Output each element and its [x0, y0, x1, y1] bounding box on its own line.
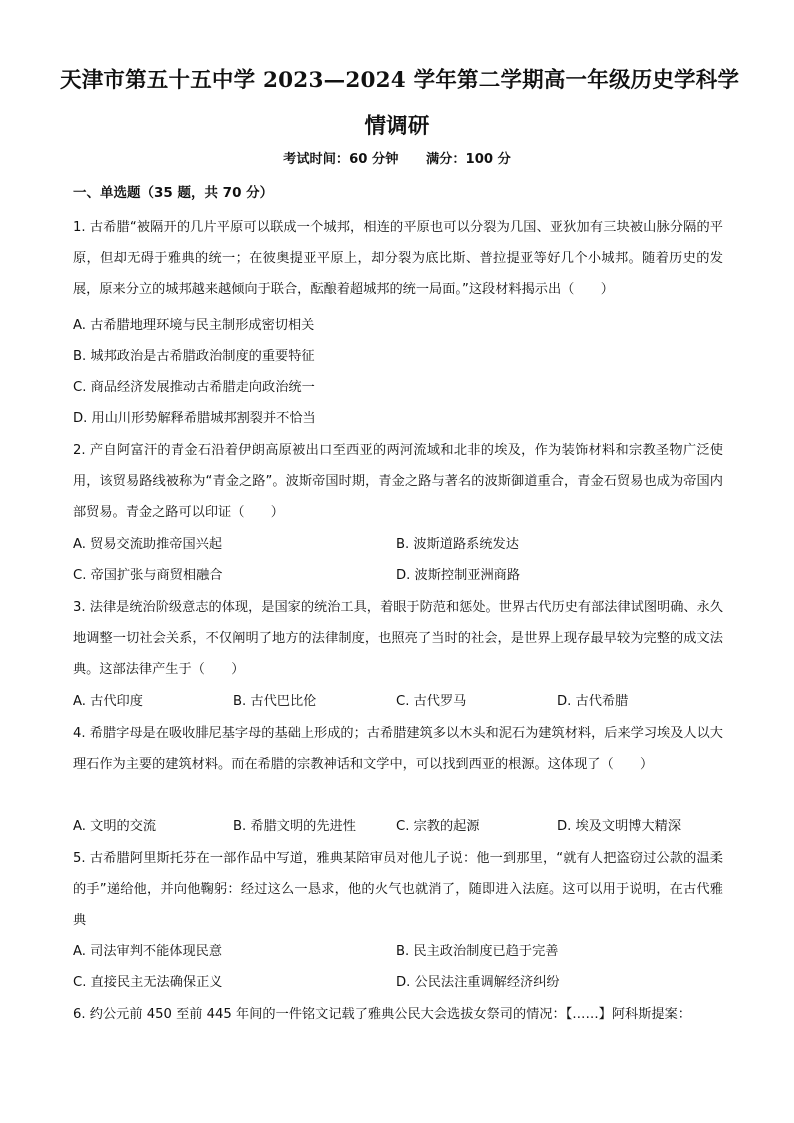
question-1-option-b: B. 城邦政治是古希腊政治制度的重要特征	[73, 349, 315, 364]
question-5-option-b: B. 民主政治制度已趋于完善	[396, 944, 559, 959]
question-6-stem: 6. 约公元前 450 至前 445 年间的一件铭文记载了雅典公民大会选拔女祭司的情况：【……】阿科斯提案：	[73, 1007, 691, 1022]
section-heading: 一、单选题（35 题，共 70 分）	[73, 185, 274, 201]
question-5-stem: 5. 古希腊阿里斯托芬在一部作品中写道，雅典某陪审员对他儿子说：他一到那里，“就有人把盗窃过公款的温柔的手”递给他，并向他鞠躬：经过这么一恳求，他的火气也就消了，随即进入法庭。这可以用于说明，在古代雅典	[73, 851, 723, 928]
question-3-option-b: B. 古代巴比伦	[233, 694, 317, 709]
question-1-stem: 1. 古希腊“被隔开的几片平原可以联成一个城邦，相连的平原也可以分裂为几国、亚狄加有三块被山脉分隔的平原，但却无碍于雅典的统一；在彼奥提亚平原上，却分裂为底比斯、普拉提亚等好几个小城邦。随着历史的发展，原来分立的城邦越来越倾向于联合，酝酿着超城邦的统一局面。”这段材料揭示出（ ）	[73, 220, 723, 297]
question-4-option-d: D. 埃及文明博大精深	[557, 819, 682, 834]
question-5-option-c: C. 直接民主无法确保正义	[73, 975, 223, 990]
question-2-option-a: A. 贸易交流助推帝国兴起	[73, 537, 223, 552]
question-4-stem: 4. 希腊字母是在吸收腓尼基字母的基础上形成的；古希腊建筑多以木头和泥石为建筑材料，后来学习埃及人以大理石作为主要的建筑材料。而在希腊的宗教神话和文学中，可以找到西亚的根源。这体现了（ ）	[73, 726, 723, 772]
question-1-option-d: D. 用山川形势解释希腊城邦割裂并不恰当	[73, 411, 316, 426]
question-3-option-a: A. 古代印度	[73, 694, 143, 709]
question-5-option-a: A. 司法审判不能体现民意	[73, 944, 223, 959]
question-3-option-c: C. 古代罗马	[396, 694, 467, 709]
question-5-option-d: D. 公民法注重调解经济纠纷	[396, 975, 560, 990]
exam-info: 考试时间：60 分钟 满分：100 分	[283, 152, 511, 167]
question-1-option-a: A. 古希腊地理环境与民主制形成密切相关	[73, 318, 315, 333]
question-4-option-b: B. 希腊文明的先进性	[233, 819, 356, 834]
question-2-option-b: B. 波斯道路系统发达	[396, 537, 519, 552]
question-2-stem: 2. 产自阿富汗的青金石沿着伊朗高原被出口至西亚的两河流域和北非的埃及，作为装饰材料和宗教圣物广泛使用，该贸易路线被称为“青金之路”。波斯帝国时期，青金之路与著名的波斯御道重合，青金石贸易也成为帝国内部贸易。青金之路可以印证（ ）	[73, 443, 723, 520]
question-4-option-a: A. 文明的交流	[73, 819, 157, 834]
question-1-option-c: C. 商品经济发展推动古希腊走向政治统一	[73, 380, 315, 395]
question-4-option-c: C. 宗教的起源	[396, 819, 480, 834]
exam-title-line2: 情调研	[364, 114, 430, 139]
exam-title-line1: 天津市第五十五中学 2023—2024 学年第二学期高一年级历史学科学	[60, 68, 740, 93]
question-2-option-d: D. 波斯控制亚洲商路	[396, 568, 521, 583]
question-3-stem: 3. 法律是统治阶级意志的体现，是国家的统治工具，着眼于防范和惩处。世界古代历史有部法律试图明确、永久地调整一切社会关系，不仅阐明了地方的法律制度，也照亮了当时的社会，是世界上现存最早较为完整的成文法典。这部法律产生于（ ）	[73, 600, 723, 677]
question-2-option-c: C. 帝国扩张与商贸相融合	[73, 568, 223, 583]
question-3-option-d: D. 古代希腊	[557, 694, 629, 709]
